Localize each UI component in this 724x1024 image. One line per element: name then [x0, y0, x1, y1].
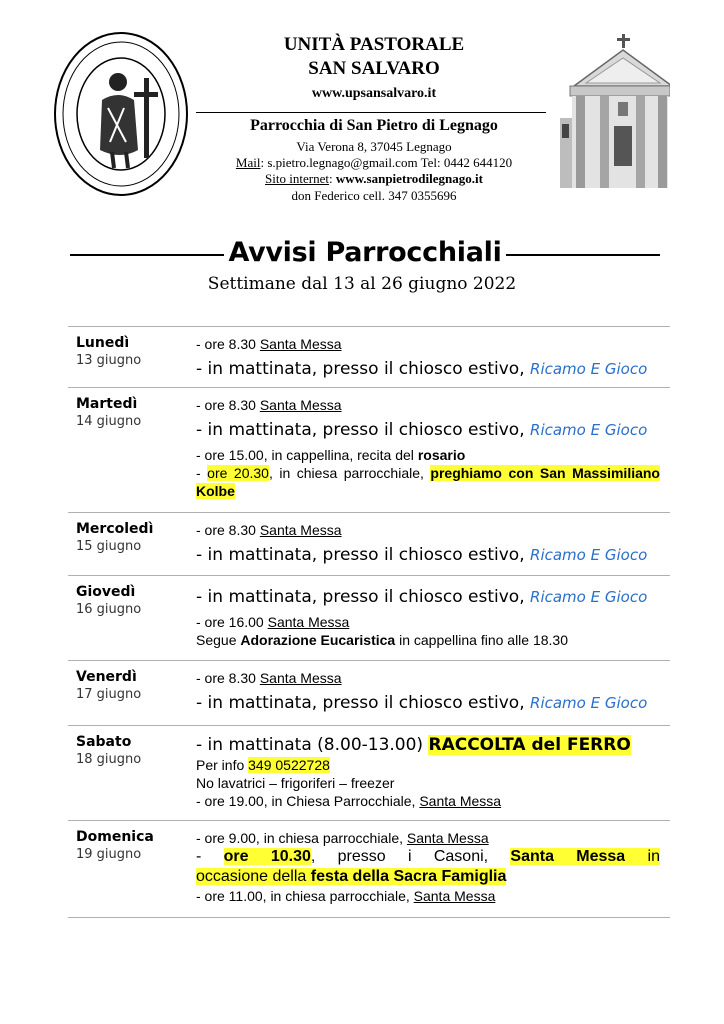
event-sacra-famiglia: occasione della festa della Sacra Famiglia [196, 868, 507, 885]
site-link[interactable]: www.sanpietrodilegnago.it [335, 171, 483, 186]
event-kolbe: - ore 20.30, in chiesa parrocchiale, preghiamo con San Massimiliano Kolbe [196, 465, 660, 499]
day-date: 17 giugno [76, 687, 142, 702]
church-facade-image [560, 28, 670, 188]
mail-value[interactable]: : s.pietro.legnago@gmail.com Tel: 0442 644120 [260, 155, 513, 170]
event-casoni: - ore 10.30, presso i Casoni, Santa Messa in [196, 848, 660, 865]
san-salvaro-heading: SAN SALVARO [308, 58, 440, 79]
day-row-giovedi [68, 575, 670, 660]
mail-label: Mail [235, 155, 261, 170]
event-messa-1100: - ore 11.00, in chiesa parrocchiale, Santa Messa [196, 888, 496, 904]
event-messa: - ore 8.30 Santa Messa [196, 336, 342, 352]
day-date: 19 giugno [76, 847, 142, 862]
day-row-domenica [68, 820, 670, 918]
day-date: 15 giugno [76, 539, 142, 554]
parish-seal-logo [52, 30, 190, 198]
event-messa: - ore 8.30 Santa Messa [196, 670, 342, 686]
event-messa-900: - ore 9.00, in chiesa parrocchiale, Santa Messa [196, 830, 489, 846]
day-row-venerdi [68, 660, 670, 725]
parish-contacts [196, 155, 552, 171]
parish-site: Sito internet: www.sanpietrodilegnago.it [265, 171, 483, 186]
event-rosario: - ore 15.00, in cappellina, recita del rosario [196, 447, 466, 463]
event-info: Per info 349 0522728 [196, 757, 330, 773]
day-name: Mercoledì [76, 521, 154, 537]
event-messa: - ore 8.30 Santa Messa [196, 522, 342, 538]
title-rule-right [506, 254, 660, 256]
day-row-martedi [68, 387, 670, 512]
header-divider [196, 112, 546, 113]
day-date: 14 giugno [76, 414, 142, 429]
weekly-schedule [68, 326, 670, 918]
event-messa-sera: - ore 19.00, in Chiesa Parrocchiale, Santa Messa [196, 793, 502, 809]
day-date: 16 giugno [76, 602, 142, 617]
event-messa: - ore 8.30 Santa Messa [196, 397, 342, 413]
day-row-lunedi [68, 326, 670, 387]
website-link[interactable]: www.upsansalvaro.it [311, 86, 437, 101]
page-title: Avvisi Parrocchiali [228, 236, 502, 268]
event-chiosco: - in mattinata, presso il chiosco estivo, Ricamo E Gioco [196, 587, 648, 607]
day-name: Martedì [76, 396, 138, 412]
day-name: Sabato [76, 734, 132, 750]
unita-pastorale-heading: UNITÀ PASTORALE [283, 34, 465, 55]
event-chiosco: - in mattinata, presso il chiosco estivo, Ricamo E Gioco [196, 359, 648, 379]
event-adorazione: Segue Adorazione Eucaristica in cappellina fino alle 18.30 [196, 632, 568, 648]
event-messa: - ore 16.00 Santa Messa [196, 614, 350, 630]
day-row-sabato [68, 725, 670, 820]
info-phone[interactable]: 349 0522728 [248, 757, 330, 773]
priest-contact: don Federico cell. 347 0355696 [291, 188, 457, 203]
page-subtitle: Settimane dal 13 al 26 giugno 2022 [207, 274, 517, 294]
day-name: Lunedì [76, 335, 130, 351]
event-chiosco: - in mattinata, presso il chiosco estivo, Ricamo E Gioco [196, 693, 648, 713]
day-name: Giovedì [76, 584, 136, 600]
day-name: Venerdì [76, 669, 137, 685]
parish-address: Via Verona 8, 37045 Legnago [296, 139, 452, 154]
day-name: Domenica [76, 829, 154, 845]
day-row-mercoledi [68, 512, 670, 575]
event-no-items: No lavatrici – frigoriferi – freezer [196, 775, 395, 791]
event-chiosco: - in mattinata, presso il chiosco estivo, Ricamo E Gioco [196, 420, 648, 440]
title-row [70, 232, 660, 272]
day-date: 13 giugno [76, 353, 142, 368]
event-raccolta: - in mattinata (8.00-13.00) RACCOLTA del FERRO [196, 735, 631, 755]
event-chiosco: - in mattinata, presso il chiosco estivo, Ricamo E Gioco [196, 545, 648, 565]
site-label: Sito internet [265, 171, 329, 186]
parish-name: Parrocchia di San Pietro di Legnago [250, 117, 498, 134]
day-date: 18 giugno [76, 752, 142, 767]
title-rule-left [70, 254, 224, 256]
